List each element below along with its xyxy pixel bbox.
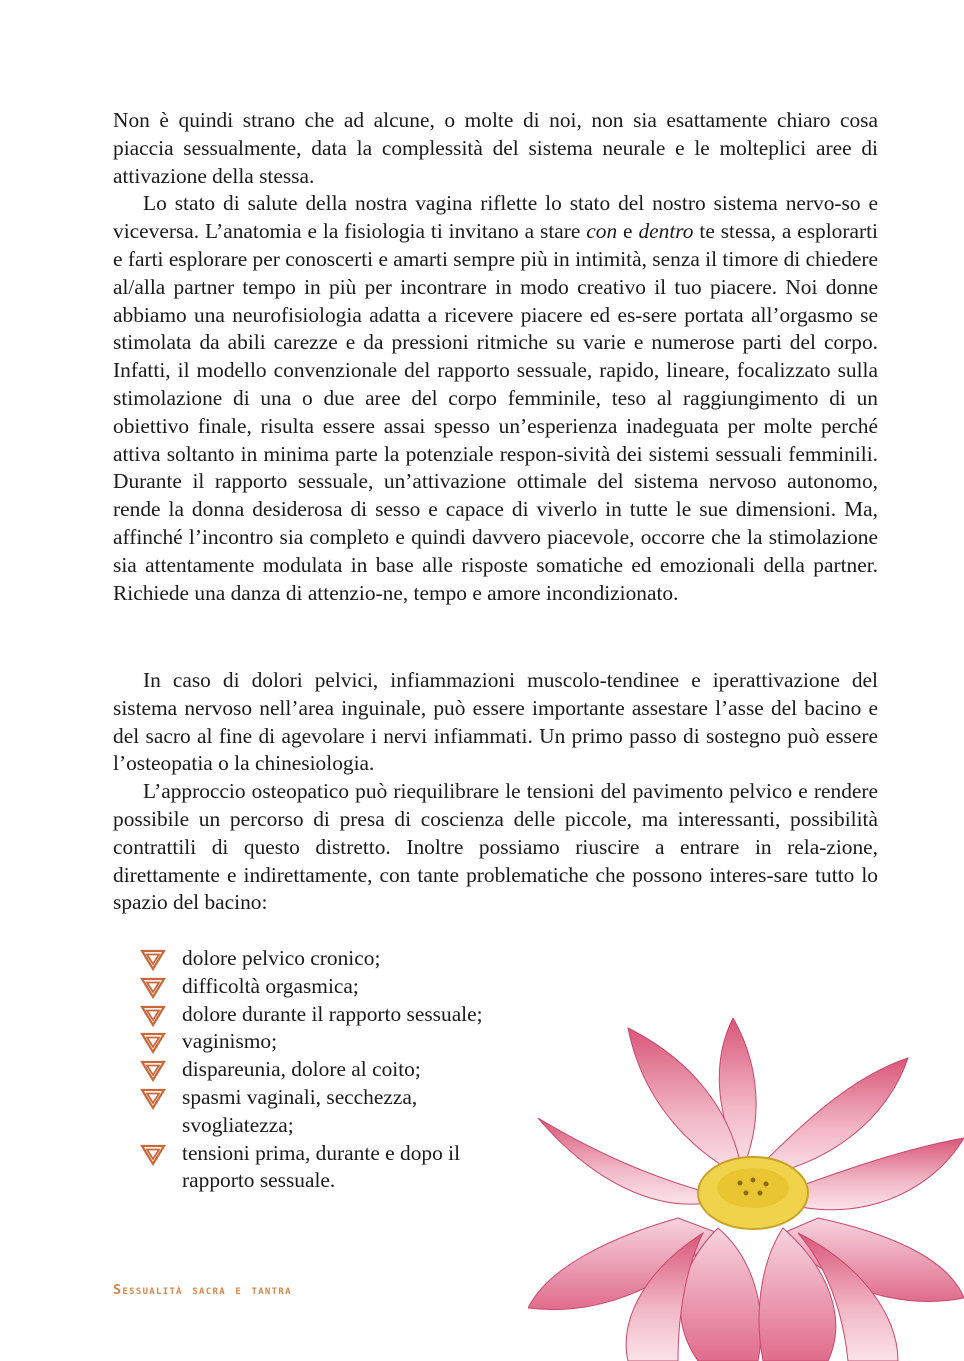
paragraph-4: L’approccio osteopatico può riequilibrare le tensioni del pavimento pelvico e rendere possibile un percorso di presa di coscienza delle piccole, ma interessanti, possibilità contrattili di questo distretto. Inoltre possiamo riuscire a entrare in rela-zione, direttamente e indirettamente, con tante problematiche che possono interes-sare tutto lo spazio del bacino: (113, 779, 878, 915)
lotus-flower-illustration (528, 1018, 964, 1361)
list-item: vaginismo; (140, 1028, 520, 1056)
list-item: spasmi vaginali, secchezza, svogliatezza; (140, 1084, 520, 1140)
inverted-triangle-icon (140, 1005, 166, 1027)
list-item: tensioni prima, durante e dopo il rapporto sessuale. (140, 1140, 520, 1196)
text-section-bottom (113, 667, 878, 917)
list-item: dispareunia, dolore al coito; (140, 1056, 520, 1084)
list-item: dolore durante il rapporto sessuale; (140, 1001, 520, 1029)
inverted-triangle-icon (140, 1088, 166, 1110)
paragraph-1: Non è quindi strano che ad alcune, o molte di noi, non sia esattamente chiaro cosa piaccia sessualmente, data la complessità del sistema neurale e le molteplici aree di attivazione della stessa. (113, 108, 878, 188)
list-item: difficoltà orgasmica; (140, 973, 520, 1001)
text-section-top (113, 107, 878, 607)
paragraph-2: Lo stato di salute della nostra vagina riflette lo stato del nostro sistema nervo-so e viceversa. L’anatomia e la fisiologia ti invitano a stare con e dentro te stessa, a esplorarti e farti esplorare per conoscerti e amarti sempre più in intimità, senza il timore di chiedere al/alla partner tempo in più per incontrare in modo creativo il tuo piacere. Noi donne abbiamo una neurofisiologia adatta a ricevere piacere ed es-sere portata all’orgasmo se stimolata da abili carezze e da pressioni ritmiche su varie e numerose parti del corpo. Infatti, il modello convenzionale del rapporto sessuale, rapido, lineare, focalizzato sulla stimolazione di una o due aree del corpo femminile, teso al raggiungimento di un obiettivo finale, risulta essere assai spesso un’esperienza inadeguata per molte perché attiva soltanto in minima parte la potenziale respon-sività dei sistemi sessuali femminili. Durante il rapporto sessuale, un’attivazione ottimale del sistema nervoso autonomo, rende la donna desiderosa di sesso e capace di viverlo in tutte le sue dimensioni. Ma, affinché l’incontro sia completo e quindi davvero piacevole, occorre che la stimolazione sia attentamente modulata in base alle risposte somatiche ed emozionali della partner. Richiede una danza di attenzio-ne, tempo e amore incondizionato. (113, 191, 878, 605)
inverted-triangle-icon (140, 1032, 166, 1054)
paragraph-3: In caso di dolori pelvici, infiammazioni muscolo-tendinee e iperattivazione del sistema nervoso nell’area inguinale, può essere importante assestare l’asse del bacino e del sacro al fine di agevolare i nervi infiammati. Un primo passo di sostegno può essere l’osteopatia o la chinesiologia. (113, 668, 878, 776)
inverted-triangle-icon (140, 949, 166, 971)
symptom-list (140, 945, 520, 1195)
list-item: dolore pelvico cronico; (140, 945, 520, 973)
inverted-triangle-icon (140, 977, 166, 999)
inverted-triangle-icon (140, 1060, 166, 1082)
running-title: Sessualità sacra e tantra (113, 1282, 292, 1298)
inverted-triangle-icon (140, 1144, 166, 1166)
